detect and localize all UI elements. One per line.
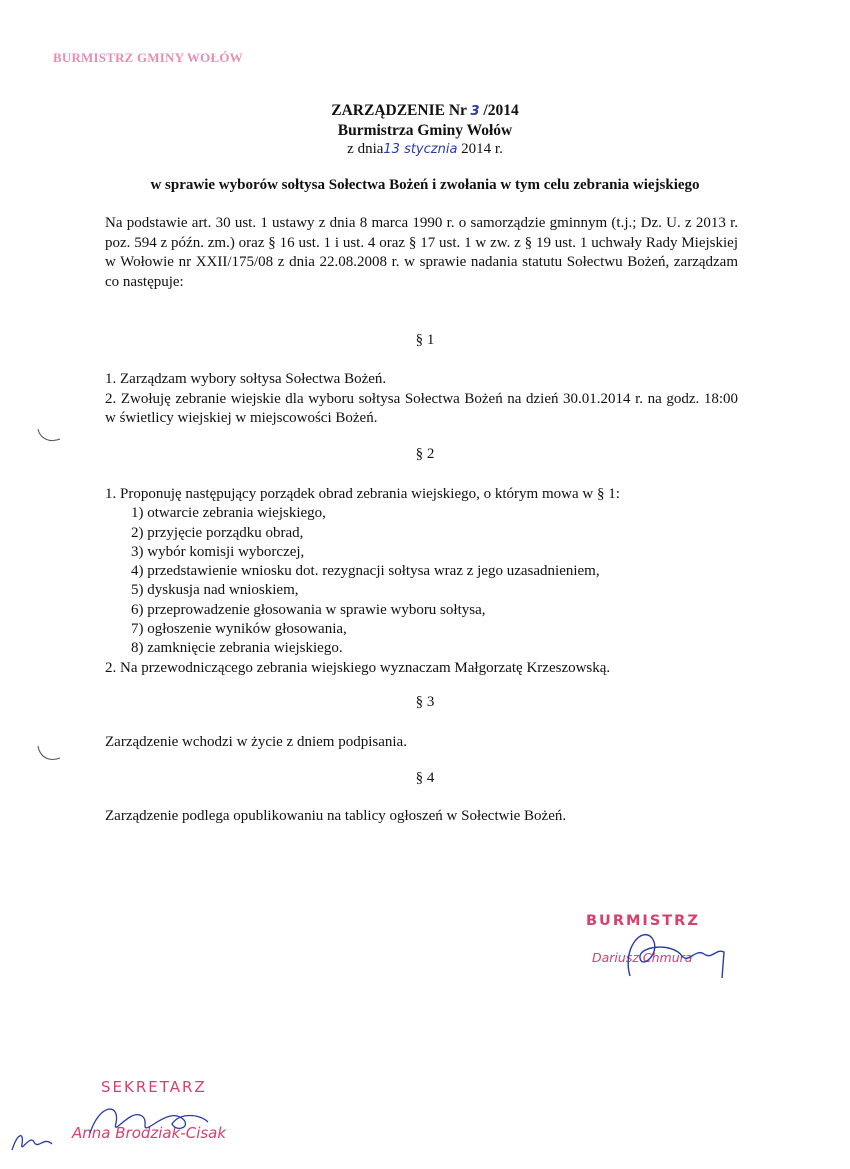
section-1-body (105, 370, 738, 429)
secretary-signature-icon (80, 1098, 220, 1143)
section-2-body (105, 485, 745, 678)
agenda-item: 7) ogłoszenie wyników głosowania, (131, 621, 347, 638)
document-subject: w sprawie wyborów sołtysa Sołectwa Bożeń i zwołania w tym celu zebrania wiejskiego (150, 177, 700, 193)
issuing-authority: Burmistrza Gminy Wołów (337, 122, 513, 139)
agenda-item: 2) przyjęcie porządku obrad, (131, 524, 304, 541)
section-2-heading: § 2 (415, 446, 435, 462)
agenda-lead: 1. Proponuję następujący porządek obrad zebrania wiejskiego, o którym mowa w § 1: (105, 486, 620, 502)
mayor-signature-icon (612, 918, 732, 988)
section-4-heading: § 4 (415, 770, 435, 786)
agenda-item: 6) przeprowadzenie głosowania w sprawie wyboru sołtysa, (131, 601, 486, 618)
punch-mark-icon (34, 742, 64, 766)
section-1-item: 1. Zarządzam wybory sołtysa Sołectwa Bożeń. (105, 371, 387, 387)
agenda-item: 8) zamknięcie zebrania wiejskiego. (131, 640, 343, 657)
mayor-stamp-name: Dariusz Chmura (592, 950, 693, 965)
agenda-item: 5) dyskusja nad wnioskiem, (131, 582, 299, 599)
agenda-item: 3) wybór komisji wyborczej, (131, 543, 305, 560)
agenda-item: 1) otwarcie zebrania wiejskiego, (131, 505, 326, 522)
section-3-body: Zarządzenie wchodzi w życie z dniem podpisania. (105, 734, 407, 750)
document-date: z dnia13 stycznia 2014 r. (347, 141, 503, 157)
legal-basis-paragraph: Na podstawie art. 30 ust. 1 ustawy z dnia 8 marca 1990 r. o samorządzie gminnym (t.j.; Dz. U. z 2013 r. poz. 594 z późn. zm.) oraz § 16 ust. 1 i ust. 4 oraz § 17 ust. 1 w zw. z § 19 ust. 1 uchwały Rady Miejskiej w Wołowie nr XXII/175/08 z dnia 22.08.2008 r. w sprawie nadania statutu Sołectwu Bożeń, zarządzam co następuje: (105, 215, 738, 290)
secretary-stamp-name: Anna Brodziak-Cisak (72, 1124, 227, 1142)
document-title: ZARZĄDZENIE Nr 3 /2014 (331, 102, 519, 119)
header-stamp: BURMISTRZ GMINY WOŁÓW (53, 50, 243, 65)
mayor-stamp-title: BURMISTRZ (586, 913, 700, 929)
document-header (0, 101, 850, 159)
section-3-heading: § 3 (415, 694, 435, 710)
secretary-stamp-title: SEKRETARZ (101, 1078, 207, 1096)
chairperson-line: 2. Na przewodniczącego zebrania wiejskiego wyznaczam Małgorzatę Krzeszowską. (105, 659, 611, 676)
section-4-body: Zarządzenie podlega opublikowaniu na tablicy ogłoszeń w Sołectwie Bożeń. (105, 808, 567, 824)
handwritten-number: 3 (470, 104, 480, 119)
punch-mark-icon (34, 425, 64, 445)
agenda-item: 4) przedstawienie wniosku dot. rezygnacji sołtysa wraz z jego uzasadnieniem, (131, 563, 600, 580)
section-1-heading: § 1 (415, 332, 435, 348)
section-1-item: 2. Zwołuję zebranie wiejskie dla wyboru sołtysa Sołectwa Bożeń na dzień 30.01.2014 r. na godz. 18:00 w świetlicy wiejskiej w miejscowości Bożeń. (105, 390, 738, 426)
initials-icon (8, 1126, 58, 1156)
handwritten-date: 13 stycznia (383, 142, 458, 157)
